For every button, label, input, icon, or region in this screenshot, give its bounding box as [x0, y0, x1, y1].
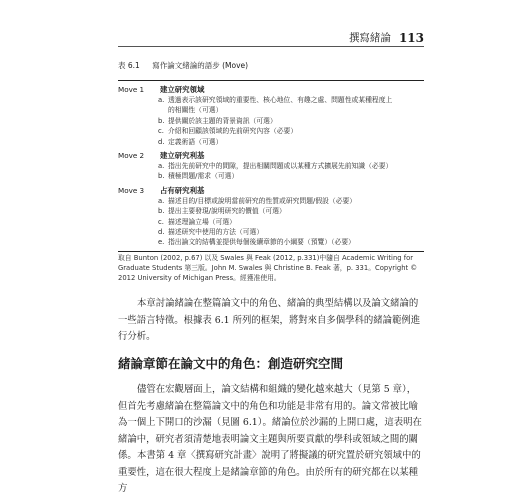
step-letter: b.	[158, 116, 165, 125]
step-text: 透過表示該研究領域的重要性、核心地位、有趣之處、問題性或某種程度上	[168, 96, 393, 104]
table-bottom-rule	[118, 251, 424, 252]
move-step	[160, 95, 424, 116]
step-text: 描述理論立場（可選）	[168, 217, 236, 226]
move-title: 建立研究利基	[160, 151, 205, 161]
step-text: 提供關於該主題的背景資訊（可選）	[168, 116, 277, 125]
step-letter: a.	[158, 96, 165, 104]
page-number: 113	[398, 30, 424, 45]
move-row	[118, 182, 424, 248]
step-letter: a.	[158, 196, 165, 205]
step-letter: b.	[158, 207, 165, 216]
running-title: 撰寫緒論	[348, 32, 391, 44]
step-letter: d.	[158, 228, 165, 237]
move-row	[118, 81, 424, 147]
table-source-note: 取自 Bunton (2002, p.67) 以及 Swales 與 Feak (2012, p.331)中隨自 Academic Writing for Graduate Students 第三版。John M. Swales 與 Christine B. Feak 著，p. 331。Copyright © 2012 University of Michigan Press。經獲准使用。	[118, 254, 418, 282]
intro-paragraph: 本章討論緒論在整篇論文中的角色、緒論的典型結構以及論文緒論的一些語言特徵。根據表 6.1 所列的框架，將對來自多個學科的緒論範例進行分析。	[118, 298, 421, 342]
move-step	[160, 196, 424, 206]
move-label: Move 1	[118, 85, 145, 94]
step-text: 介紹和回顧該領域的先前研究內容（必要）	[168, 127, 298, 136]
step-letter: b.	[158, 172, 165, 181]
step-letter: c.	[158, 217, 164, 226]
table-caption	[118, 60, 248, 71]
step-text: 描述研究中使用的方法（可選）	[168, 228, 264, 237]
move-step	[160, 126, 424, 136]
move-step	[160, 161, 424, 171]
step-text: 的相關性（可選）	[168, 106, 223, 115]
header-rule	[118, 46, 424, 47]
step-letter: e.	[158, 238, 165, 247]
move-step	[160, 206, 424, 216]
move-step	[160, 227, 424, 237]
table-number: 表 6.1	[118, 61, 140, 70]
running-head	[349, 30, 424, 45]
move-body	[160, 185, 424, 248]
moves-list	[118, 81, 424, 248]
move-title: 建立研究領域	[160, 85, 205, 94]
body-paragraph-2: 本書第 4 章〈撰寫研究計畫〉說明了將擬議的研究置於研究領域中的重要性，這在很大程度上是緒論章節的角色。由於所有的研究都在以某種方	[118, 450, 421, 494]
step-letter: d.	[158, 137, 165, 146]
step-text: 指出論文的結構並提供每個後續章節的小綱要（預覽）（必要）	[168, 238, 355, 247]
move-label: Move 3	[118, 185, 145, 195]
step-text: 積極問題/需求（可選）	[168, 172, 239, 181]
step-letter: c.	[158, 127, 164, 136]
move-step	[160, 116, 424, 126]
table-title: 寫作論文緒論的語步 (Move)	[152, 61, 249, 70]
section-heading: 緒論章節在論文中的角色：創造研究空間	[118, 356, 344, 371]
move-title: 占有研究利基	[160, 185, 205, 195]
body-paragraph-1: 儘管在宏觀層面上，論文結構和組織的變化越來越大（見第 5 章），但首先考慮緒論在整篇論文中的角色和功能是非常有用的。論文常被比喻為一個上下開口的沙漏（見圖 6.1）。緒論位於沙漏的上開口處，這表明在緒論中，研究者須清楚地表明論文主題與所要貢獻的學科或領域之間的關係。	[118, 384, 422, 461]
move-body	[160, 84, 424, 147]
move-label: Move 2	[118, 151, 145, 161]
move-body	[160, 150, 424, 182]
step-text: 定義術語（可選）	[168, 137, 223, 146]
move-step	[160, 237, 424, 247]
move-row	[118, 147, 424, 182]
move-step	[160, 217, 424, 227]
moves-table	[118, 80, 424, 252]
step-text: 提出主要發現/說明研究的價值（可選）	[168, 207, 286, 216]
step-text: 描述目的/目標或說明當前研究的性質或研究問題/假設（必要）	[168, 196, 357, 205]
move-step	[160, 137, 424, 147]
move-step	[160, 171, 424, 181]
step-letter: a.	[158, 162, 165, 171]
step-text: 指出先前研究中的間隙，提出相關問題或以某種方式擴展先前知識（必要）	[168, 162, 393, 171]
